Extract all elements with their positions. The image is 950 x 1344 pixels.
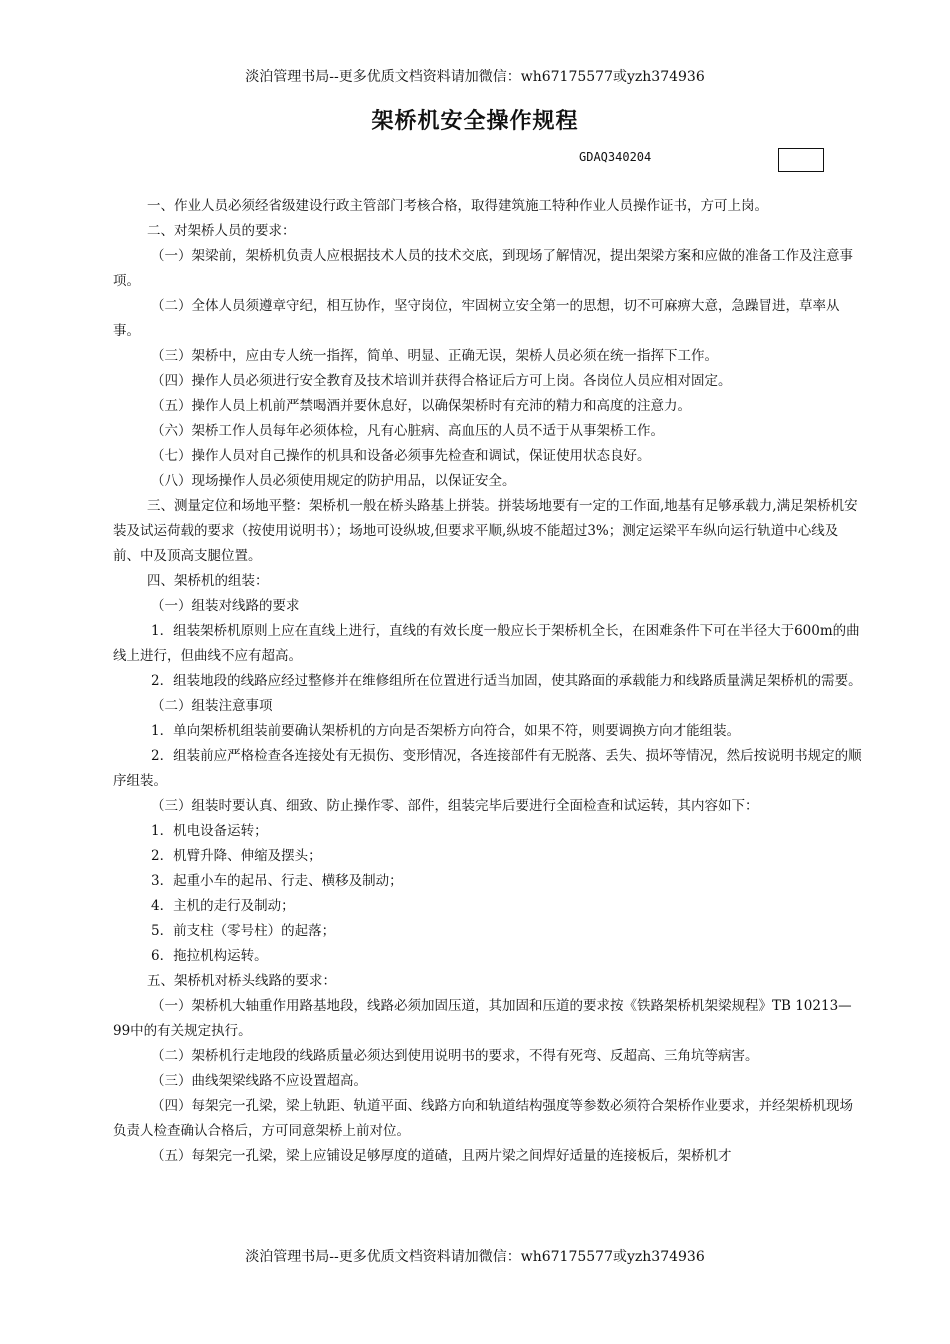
paragraph: （三）组装时要认真、细致、防止操作零、部件，组装完毕后要进行全面检查和试运转，其内容如下： — [151, 798, 759, 814]
paragraph: 5．前支柱（零号柱）的起落； — [151, 923, 336, 939]
paragraph: 三、测量定位和场地平整：架桥机一般在桥头路基上拼装。拼装场地要有一定的工作面,地基有足够承载力,满足架桥机安装及试运荷载的要求（按使用说明书）；场地可设纵坡,但要求平顺,纵坡不能超过3%；测定运梁平车纵向运行轨道中心线及前、中及顶高支腿位置。 — [113, 498, 858, 564]
paragraph: （一）架梁前，架桥机负责人应根据技术人员的技术交底，到现场了解情况，提出架梁方案和应做的准备工作及注意事项。 — [113, 248, 853, 289]
paragraph: 2．机臂升降、伸缩及摆头； — [151, 848, 322, 864]
paragraph: 4．主机的走行及制动； — [151, 898, 295, 914]
document-body — [113, 194, 865, 1169]
paragraph: （六）架桥工作人员每年必须体检，凡有心脏病、高血压的人员不适于从事架桥工作。 — [151, 423, 664, 439]
paragraph: 2．组装前应严格检查各连接处有无损伤、变形情况，各连接部件有无脱落、丢失、损坏等情况，然后按说明书规定的顺序组装。 — [113, 748, 862, 789]
paragraph: （三）架桥中，应由专人统一指挥，简单、明显、正确无误，架桥人员必须在统一指挥下工作。 — [151, 348, 718, 364]
paragraph: （一）架桥机大轴重作用路基地段，线路必须加固压道，其加固和压道的要求按《铁路架桥机架梁规程》TB 10213—99中的有关规定执行。 — [113, 998, 852, 1039]
paragraph: （二）架桥机行走地段的线路质量必须达到使用说明书的要求，不得有死弯、反超高、三角坑等病害。 — [151, 1048, 759, 1064]
paragraph: 二、对架桥人员的要求： — [147, 223, 296, 239]
paragraph: （一）组装对线路的要求 — [151, 598, 300, 614]
paragraph: （四）每架完一孔梁，梁上轨距、轨道平面、线路方向和轨道结构强度等参数必须符合架桥作业要求，并经架桥机现场负责人检查确认合格后，方可同意架桥上前对位。 — [113, 1098, 853, 1139]
paragraph: （三）曲线架梁线路不应设置超高。 — [151, 1073, 367, 1089]
paragraph: （二）组装注意事项 — [151, 698, 273, 714]
paragraph: 3．起重小车的起吊、行走、横移及制动； — [151, 873, 403, 889]
paragraph: 四、架桥机的组装： — [147, 573, 269, 589]
paragraph: 1．组装架桥机原则上应在直线上进行，直线的有效长度一般应长于架桥机全长，在困难条件下可在半径大于600m的曲线上进行，但曲线不应有超高。 — [113, 623, 860, 664]
page-footer-watermark: 淡泊管理书局--更多优质文档资料请加微信：wh67175577或yzh374936 — [245, 1249, 705, 1265]
page-header-watermark: 淡泊管理书局--更多优质文档资料请加微信：wh67175577或yzh374936 — [245, 69, 705, 85]
paragraph: （八）现场操作人员必须使用规定的防护用品，以保证安全。 — [151, 473, 516, 489]
code-box — [778, 148, 824, 172]
document-title: 架桥机安全操作规程 — [371, 109, 579, 134]
paragraph: 2．组装地段的线路应经过整修并在维修组所在位置进行适当加固，使其路面的承载能力和线路质量满足架桥机的需要。 — [151, 673, 862, 689]
paragraph: 6．拖拉机构运转。 — [151, 948, 268, 964]
paragraph: 一、作业人员必须经省级建设行政主管部门考核合格，取得建筑施工特种作业人员操作证书，方可上岗。 — [147, 198, 768, 214]
paragraph: 1．机电设备运转； — [151, 823, 268, 839]
paragraph: （五）每架完一孔梁，梁上应铺设足够厚度的道碴，且两片梁之间焊好适量的连接板后，架桥机才 — [151, 1148, 732, 1164]
paragraph: 五、架桥机对桥头线路的要求： — [147, 973, 336, 989]
document-code: GDAQ340204 — [579, 150, 652, 164]
paragraph: （四）操作人员必须进行安全教育及技术培训并获得合格证后方可上岗。各岗位人员应相对固定。 — [151, 373, 732, 389]
paragraph: 1．单向架桥机组装前要确认架桥机的方向是否架桥方向符合，如果不符，则要调换方向才能组装。 — [151, 723, 741, 739]
paragraph: （七）操作人员对自己操作的机具和设备必须事先检查和调试，保证使用状态良好。 — [151, 448, 651, 464]
paragraph: （五）操作人员上机前严禁喝酒并要休息好，以确保架桥时有充沛的精力和高度的注意力。 — [151, 398, 691, 414]
paragraph: （二）全体人员须遵章守纪，相互协作，坚守岗位，牢固树立安全第一的思想，切不可麻痹大意，急躁冒进，草率从事。 — [113, 298, 840, 339]
